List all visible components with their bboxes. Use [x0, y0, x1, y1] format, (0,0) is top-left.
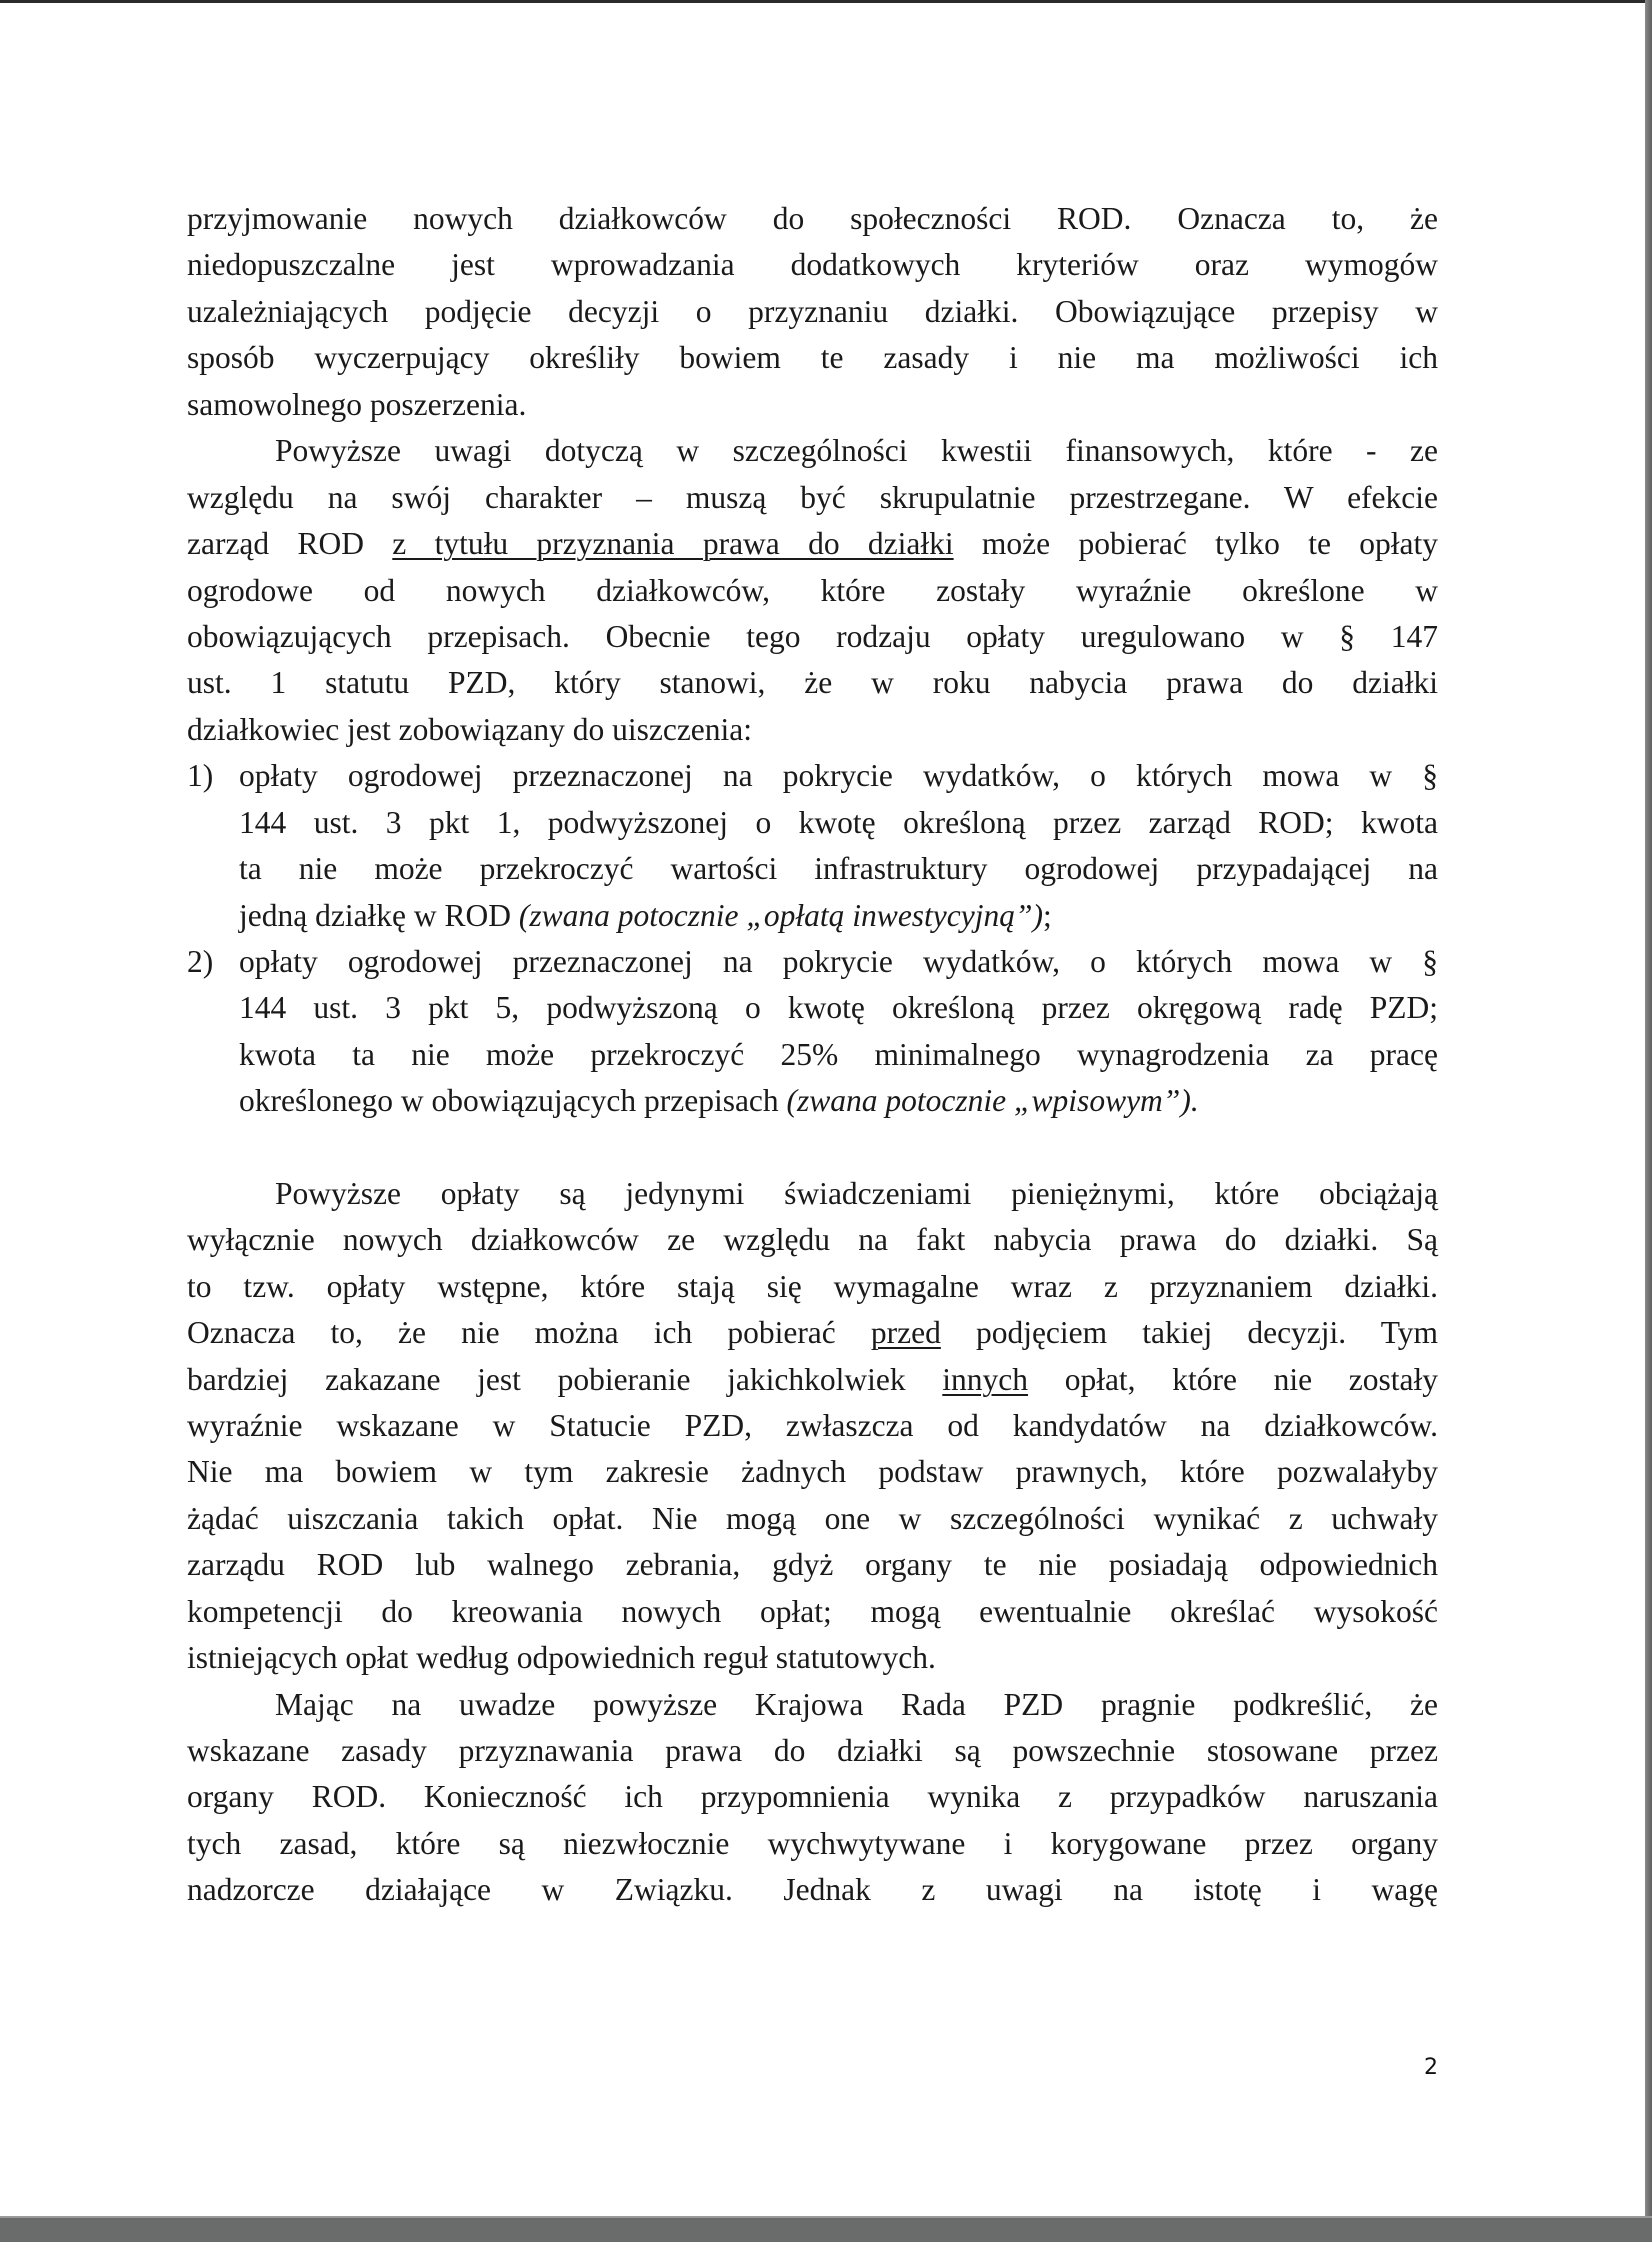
text-line: kompetencji do kreowania nowych opłat; mogą ewentualnie określać wysokość — [187, 1593, 1438, 1629]
text-line — [187, 521, 1438, 567]
list-item — [187, 939, 1438, 1125]
text-line: samowolnego poszerzenia. — [187, 386, 527, 422]
text-line: ust. 1 statutu PZD, który stanowi, że w roku nabycia prawa do działki — [187, 665, 1438, 701]
text-segment: ; — [1043, 897, 1052, 933]
text-segment: określonego w obowiązujących przepisach — [239, 1083, 787, 1119]
text-line: niedopuszczalne jest wprowadzania dodatkowych kryteriów oraz wymogów — [187, 247, 1438, 283]
text-segment: jedną działkę w ROD — [239, 897, 519, 933]
underlined-phrase: z tytułu przyznania prawa do działki — [392, 526, 954, 562]
text-line: żądać uiszczania takich opłat. Nie mogą one w szczególności wynikać z uchwały — [187, 1500, 1438, 1536]
text-line: tych zasad, które są niezwłocznie wychwytywane i korygowane przez organy — [187, 1825, 1438, 1861]
underlined-word: innych — [942, 1361, 1029, 1397]
text-line — [187, 893, 1438, 939]
text-line: przyjmowanie nowych działkowców do społeczności ROD. Oznacza to, że — [187, 201, 1438, 236]
fee-list — [187, 753, 1438, 1125]
text-segment: bardziej zakazane jest pobieranie jakichkolwiek — [187, 1361, 943, 1397]
text-segment: może pobierać tylko te opłaty — [953, 526, 1439, 562]
text-line: względu na swój charakter – muszą być skrupulatnie przestrzegane. W efekcie — [187, 479, 1438, 515]
scan-right-edge — [1645, 0, 1652, 2242]
text-line: Powyższe opłaty są jedynymi świadczeniami pieniężnymi, które obciążają — [275, 1175, 1438, 1211]
text-line: uzależniających podjęcie decyzji o przyznaniu działki. Obowiązujące przepisy w — [187, 293, 1438, 329]
text-line: Nie ma bowiem w tym zakresie żadnych podstaw prawnych, które pozwalałyby — [187, 1454, 1438, 1490]
text-line — [187, 939, 1438, 985]
text-line: działkowiec jest zobowiązany do uiszczenia: — [187, 711, 753, 747]
text-segment: zarząd ROD — [187, 526, 393, 562]
text-line: wyraźnie wskazane w Statucie PZD, zwłaszcza od kandydatów na działkowców. — [187, 1407, 1438, 1443]
text-line: ogrodowe od nowych działkowców, które zostały wyraźnie określone w — [187, 572, 1438, 608]
list-item — [187, 753, 1438, 939]
paragraph-1 — [187, 196, 1438, 428]
text-line — [187, 1078, 1438, 1124]
text-line — [187, 753, 1438, 799]
text-line: 144 ust. 3 pkt 5, podwyższoną o kwotę określoną przez okręgową radę PZD; — [239, 990, 1438, 1026]
italic-note: (zwana potocznie „opłatą inwestycyjną”) — [518, 897, 1044, 933]
text-line: obowiązujących przepisach. Obecnie tego rodzaju opłaty uregulowano w § 147 — [187, 618, 1438, 654]
text-line: Mając na uwadze powyższe Krajowa Rada PZD pragnie podkreślić, że — [275, 1686, 1438, 1722]
scan-bottom-edge — [0, 2216, 1652, 2242]
list-number: 2) — [187, 944, 214, 979]
text-line: wyłącznie nowych działkowców ze względu na fakt nabycia prawa do działki. Są — [187, 1222, 1438, 1258]
text-segment: Oznacza to, że nie można ich pobierać — [187, 1315, 871, 1351]
text-segment: opłat, które nie zostały — [1028, 1361, 1438, 1397]
document-body — [187, 196, 1438, 1914]
text-line: zarządu ROD lub walnego zebrania, gdyż organy te nie posiadają odpowiednich — [187, 1547, 1438, 1583]
text-line: sposób wyczerpujący określiły bowiem te zasady i nie ma możliwości ich — [187, 340, 1438, 376]
text-line: to tzw. opłaty wstępne, które stają się wymagalne wraz z przyznaniem działki. — [187, 1268, 1438, 1304]
underlined-word: przed — [870, 1315, 941, 1351]
paragraph-3 — [187, 1171, 1438, 1682]
text-line: organy ROD. Konieczność ich przypomnienia wynika z przypadków naruszania — [187, 1779, 1438, 1815]
text-line: kwota ta nie może przekroczyć 25% minimalnego wynagrodzenia za pracę — [239, 1036, 1438, 1072]
text-line: wskazane zasady przyznawania prawa do działki są powszechnie stosowane przez — [187, 1733, 1438, 1768]
text-line: istniejących opłat według odpowiednich reguł statutowych. — [187, 1640, 936, 1676]
paragraph-gap — [187, 1125, 1438, 1171]
text-segment: opłaty ogrodowej przeznaczonej na pokrycie wydatków, o których mowa w § — [239, 944, 1438, 979]
text-line: ta nie może przekroczyć wartości infrastruktury ogrodowej przypadającej na — [239, 851, 1438, 887]
paragraph-2 — [187, 428, 1438, 753]
text-line: 144 ust. 3 pkt 1, podwyższonej o kwotę określoną przez zarząd ROD; kwota — [239, 804, 1438, 840]
text-line: nadzorcze działające w Związku. Jednak z uwagi na istotę i wagę — [187, 1872, 1438, 1908]
paragraph-4 — [187, 1682, 1438, 1914]
italic-note: (zwana potocznie „wpisowym”). — [786, 1083, 1199, 1119]
text-line — [187, 1357, 1438, 1403]
text-line: Powyższe uwagi dotyczą w szczególności kwestii finansowych, które - ze — [275, 433, 1438, 469]
scan-top-edge — [0, 0, 1652, 3]
text-segment: opłaty ogrodowej przeznaczonej na pokrycie wydatków, o których mowa w § — [239, 758, 1438, 794]
text-segment: podjęciem takiej decyzji. Tym — [940, 1315, 1438, 1351]
page-number: 2 — [1424, 2055, 1438, 2080]
list-number: 1) — [187, 758, 214, 794]
text-line — [187, 1310, 1438, 1356]
